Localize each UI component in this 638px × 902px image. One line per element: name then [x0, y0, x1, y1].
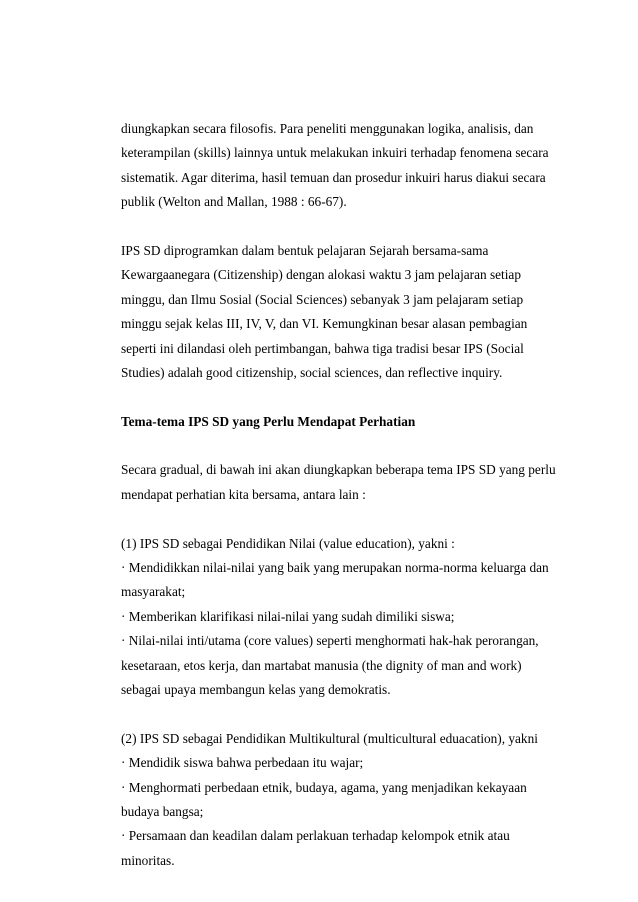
text-line: minoritas. [121, 852, 175, 868]
paragraph-gap [121, 507, 561, 531]
text-line: sistematik. Agar diterima, hasil temuan dan prosedur inkuiri harus diakui secara [121, 169, 546, 185]
text-line: minggu sejak kelas III, IV, V, dan VI. Kemungkinan besar alasan pembagian [121, 316, 528, 332]
paragraph [121, 532, 561, 703]
paragraph-gap [121, 702, 561, 726]
text-line: (1) IPS SD sebagai Pendidikan Nilai (value education), yakni : [121, 535, 455, 551]
paragraph-gap [121, 385, 561, 409]
text-line: sebagai upaya membangun kelas yang demokratis. [121, 681, 391, 697]
document-body [121, 117, 561, 873]
paragraph [121, 239, 561, 385]
paragraph [121, 117, 561, 215]
list-item: · Mendidik siswa bahwa perbedaan itu wajar; [121, 755, 364, 771]
paragraph-gap [121, 434, 561, 458]
text-line: publik (Welton and Mallan, 1988 : 66-67). [121, 194, 347, 210]
list-item: · Persamaan dan keadilan dalam perlakuan terhadap kelompok etnik atau [121, 828, 510, 844]
list-item: · Memberikan klarifikasi nilai-nilai yang sudah dimiliki siswa; [121, 608, 455, 624]
text-line: diungkapkan secara filosofis. Para peneliti menggunakan logika, analisis, dan [121, 121, 534, 136]
text-line: seperti ini dilandasi oleh pertimbangan, bahwa tiga tradisi besar IPS (Social [121, 340, 524, 356]
paragraph [121, 727, 561, 873]
text-line: (2) IPS SD sebagai Pendidikan Multikultural (multicultural eduacation), yakni [121, 730, 538, 746]
text-line: IPS SD diprogramkan dalam bentuk pelajaran Sejarah bersama-sama [121, 242, 489, 258]
heading-line: Tema-tema IPS SD yang Perlu Mendapat Perhatian [121, 413, 416, 429]
text-line: budaya bangsa; [121, 803, 204, 819]
text-line: masyarakat; [121, 584, 186, 600]
section-heading [121, 410, 561, 434]
text-line: minggu, dan Ilmu Sosial (Social Sciences) sebanyak 3 jam pelajaram setiap [121, 291, 524, 307]
paragraph-gap [121, 215, 561, 239]
text-line: keterampilan (skills) lainnya untuk melakukan inkuiri terhadap fenomena secara [121, 145, 549, 161]
list-item: · Mendidikkan nilai-nilai yang baik yang merupakan norma-norma keluarga dan [121, 560, 549, 576]
text-line: Kewargaanegara (Citizenship) dengan alokasi waktu 3 jam pelajaran setiap [121, 267, 521, 283]
text-line: mendapat perhatian kita bersama, antara lain : [121, 486, 366, 502]
text-line: Secara gradual, di bawah ini akan diungkapkan beberapa tema IPS SD yang perlu [121, 462, 556, 478]
paragraph [121, 458, 561, 507]
list-item: · Menghormati perbedaan etnik, budaya, agama, yang menjadikan kekayaan [121, 779, 527, 795]
text-line: kesetaraan, etos kerja, dan martabat manusia (the dignity of man and work) [121, 657, 522, 673]
text-line: Studies) adalah good citizenship, social sciences, dan reflective inquiry. [121, 364, 503, 380]
list-item: · Nilai-nilai inti/utama (core values) seperti menghormati hak-hak perorangan, [121, 633, 539, 649]
